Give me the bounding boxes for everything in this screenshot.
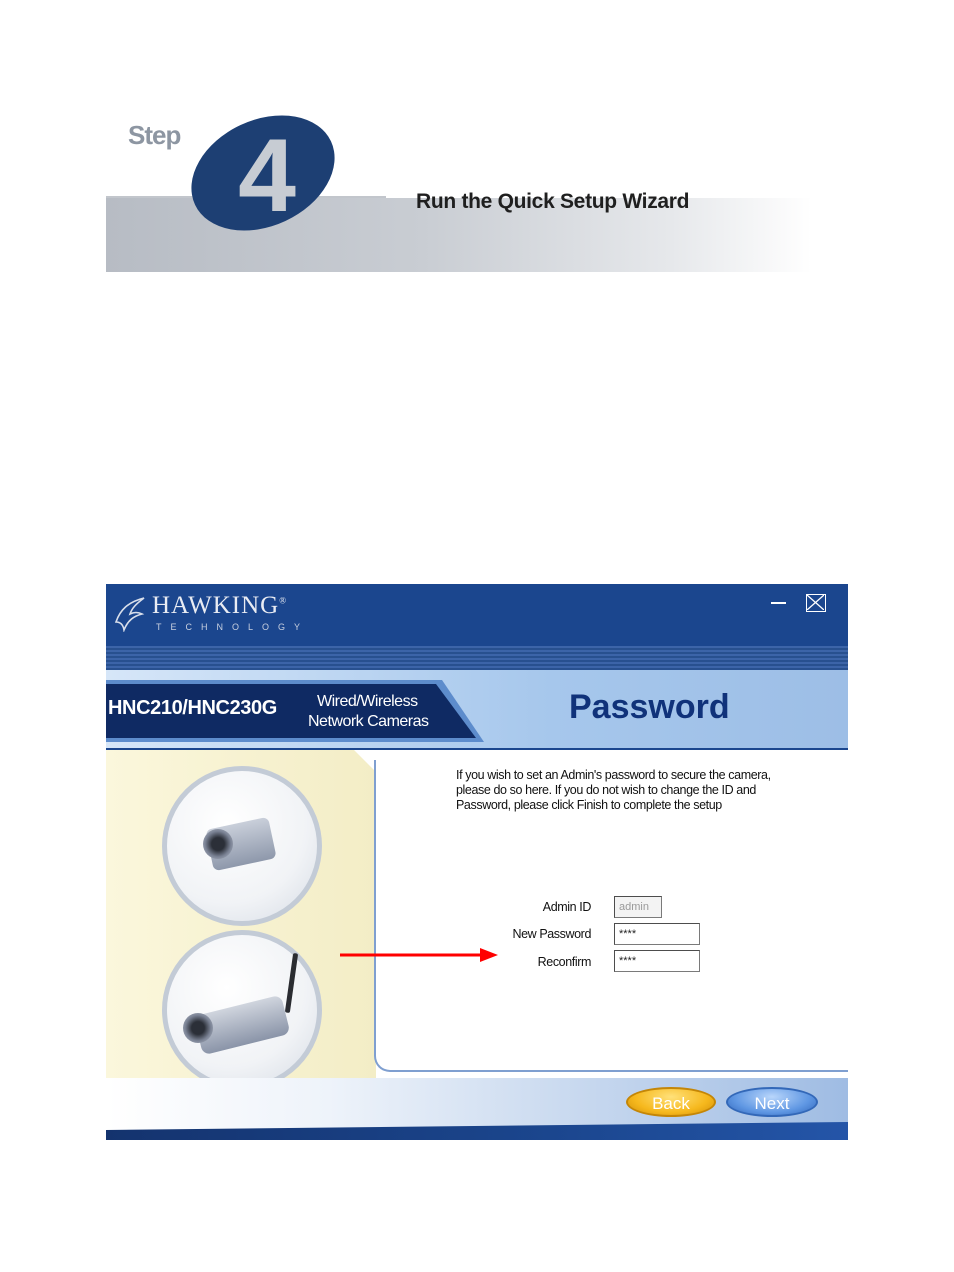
page-title: Password xyxy=(569,688,730,726)
camera-lens-icon xyxy=(183,1013,213,1043)
camera-image-wired xyxy=(162,766,322,926)
new-password-field[interactable] xyxy=(614,923,700,945)
instructions-line: If you wish to set an Admin's password to secure the camera, xyxy=(456,768,771,782)
minimize-button[interactable] xyxy=(768,594,788,612)
model-description-line2: Network Cameras xyxy=(308,713,429,730)
model-description-line1: Wired/Wireless xyxy=(317,693,418,710)
reconfirm-label: Reconfirm xyxy=(537,955,591,969)
reconfirm-password-field[interactable] xyxy=(614,950,700,972)
back-button[interactable]: Back xyxy=(626,1087,716,1117)
admin-id-field[interactable] xyxy=(614,896,662,918)
close-button[interactable] xyxy=(806,594,826,612)
instructions-text xyxy=(456,768,826,813)
title-bar xyxy=(106,584,848,646)
step-banner xyxy=(106,112,812,272)
setup-wizard-window xyxy=(106,584,848,1140)
new-password-label: New Password xyxy=(512,927,591,941)
camera-image-wireless xyxy=(162,930,322,1090)
minimize-icon xyxy=(771,602,786,604)
annotation-arrow-icon xyxy=(340,945,500,965)
decorative-stripe xyxy=(106,646,848,670)
brand-name-text: HAWKING xyxy=(152,592,280,619)
banner-title: Run the Quick Setup Wizard xyxy=(416,190,690,213)
registered-mark: ® xyxy=(279,595,288,606)
instructions-line: please do so here. If you do not wish to change the ID and xyxy=(456,783,756,797)
brand-name xyxy=(152,592,287,620)
antenna-icon xyxy=(285,953,298,1013)
camera-lens-icon xyxy=(203,829,233,859)
model-name: HNC210/HNC230G xyxy=(108,697,277,719)
close-icon xyxy=(807,595,824,610)
step-number: 4 xyxy=(238,118,296,234)
hawk-logo-icon xyxy=(114,592,146,632)
header-divider xyxy=(106,748,848,750)
brand-tagline: TECHNOLOGY xyxy=(156,622,310,632)
admin-id-label: Admin ID xyxy=(542,900,591,914)
instructions-line: Password, please click Finish to complete the setup xyxy=(456,798,722,812)
step-word: Step xyxy=(128,120,181,150)
next-button[interactable]: Next xyxy=(726,1087,818,1117)
